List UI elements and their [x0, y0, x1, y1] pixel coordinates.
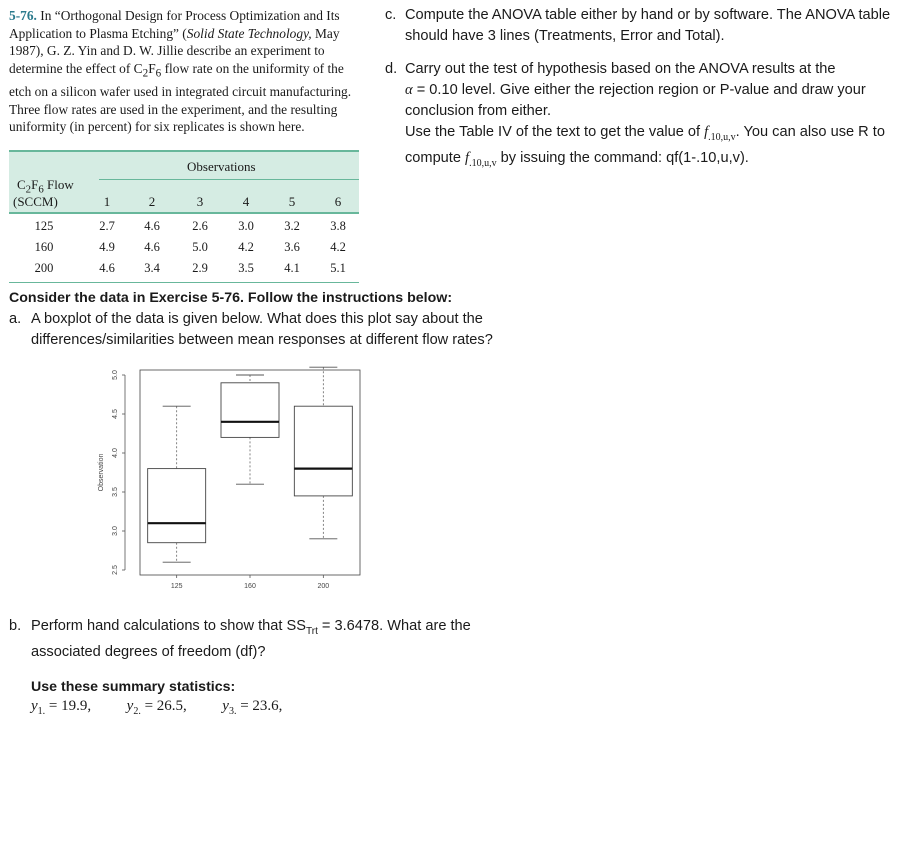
- y-tick-label: 5.0: [112, 370, 119, 380]
- f-sub-2: .10,u,v: [469, 157, 497, 169]
- col-header: 2: [148, 194, 156, 209]
- table-subheader: [9, 177, 359, 214]
- col-header: 5: [288, 194, 296, 209]
- box-group: [148, 406, 206, 590]
- table-cell: 2.6: [192, 219, 208, 233]
- boxplot-groups: [148, 367, 353, 590]
- part-b-sub: Trt: [306, 625, 318, 637]
- flow-unit: (SCCM): [13, 194, 58, 209]
- summary-stats: $y_{1.} = 19.9$, $y_{2.} = 26.5$, $y_{3.} = 23.6$,: [31, 698, 283, 717]
- y-tick-label: 3.0: [112, 526, 119, 536]
- part-a: [9, 309, 539, 351]
- part-d-label: d.: [385, 61, 398, 77]
- summary-y1: 19.9,: [61, 698, 92, 714]
- part-d-line3b: . You can also use R to compute: [405, 124, 885, 166]
- part-b: [9, 616, 539, 663]
- table-cell: 5.1: [330, 261, 346, 275]
- col-header: 1: [103, 194, 111, 209]
- table-cell: 2.9: [192, 261, 208, 275]
- iqr-box: [148, 469, 206, 543]
- f-sub: .10,u,v: [708, 131, 736, 143]
- part-c-text: Compute the ANOVA table either by hand or by software. The ANOVA table should have 3 lines (Treatments, Error and Total).: [405, 7, 891, 44]
- col-header: 3: [196, 194, 204, 209]
- table-cell: 4.6: [99, 261, 115, 275]
- table-row: [9, 219, 359, 240]
- exercise-number: 5-76.: [9, 8, 37, 23]
- data-table: [9, 150, 359, 283]
- part-b-text-1: Perform hand calculations to show that SS: [31, 618, 306, 634]
- table-cell: 4.1: [284, 261, 300, 275]
- exercise-text-a: In “Orthogonal Design for Process Optimization and Its Application to Plasma Etching” (: [9, 8, 340, 41]
- intro-line: Consider the data in Exercise 5-76. Follow the instructions below:: [9, 290, 453, 306]
- table-cell: 3.0: [238, 219, 254, 233]
- table-cell: 3.6: [284, 240, 300, 254]
- table-header: [9, 150, 359, 180]
- part-a-label: a.: [9, 311, 22, 327]
- table-cell: 4.6: [144, 240, 160, 254]
- table-row: [9, 261, 359, 283]
- flow-label: $C_2F_6$ Flow: [17, 177, 74, 196]
- exercise-sub-2: 2: [142, 67, 149, 80]
- boxplot-chart: [95, 360, 370, 595]
- summary-y2: 26.5,: [156, 698, 187, 714]
- part-b-label: b.: [9, 618, 22, 634]
- part-c-label: c.: [385, 7, 397, 23]
- observations-label: Observations: [187, 159, 256, 174]
- table-cell: 5.0: [192, 240, 208, 254]
- table-cell: 3.5: [238, 261, 254, 275]
- y-axis-label: Observation: [98, 453, 105, 492]
- y-tick-label: 2.5: [112, 565, 119, 575]
- exercise-text-c: F: [148, 60, 156, 76]
- iqr-box: [221, 383, 279, 438]
- part-d: d. Carry out the test of hypothesis based on the ANOVA results at the α = 0.10 level. Give either the rejection region or P-value and draw your conclusion from either. Use the Table IV of the text to get the value of $f_{.10,u,v}$. You can also use R to compute $f_{.10,u,v}$ by issuing the command: qf(1-.10,u,v).: [385, 59, 907, 174]
- alpha-symbol: α: [405, 82, 413, 98]
- exercise-text-d: flow rate on the uniformity of the etch on a silicon wafer used in integrated circuit manufacturing. Three flow rates are used in the experiment, and the resulting uniformity (in percent) for six replicates is shown here.: [9, 60, 352, 135]
- table-cell: 3.2: [284, 219, 300, 233]
- table-cell: 3.8: [330, 219, 346, 233]
- y-tick-label: 4.5: [112, 409, 119, 419]
- iqr-box: [294, 406, 352, 496]
- col-header: 6: [334, 194, 342, 209]
- table-cell: 4.2: [238, 240, 254, 254]
- box-group: [221, 375, 279, 590]
- part-b-text-2: = 3.6478. What are the associated degrees of freedom (df)?: [31, 618, 471, 660]
- table-cell: 4.9: [99, 240, 115, 254]
- part-d-alpha-text: = 0.10 level. Give either the rejection region or P-value and draw your conclusion from either.: [405, 82, 866, 119]
- x-tick-label: 125: [170, 583, 183, 590]
- flow-value: 125: [34, 219, 54, 233]
- summary-heading: Use these summary statistics:: [31, 679, 236, 695]
- exercise-text: [9, 7, 361, 136]
- part-d-line1: Carry out the test of hypothesis based on the ANOVA results at the: [405, 61, 836, 77]
- part-a-text: A boxplot of the data is given below. What does this plot say about the differences/similarities between mean responses at different flow rates?: [31, 311, 493, 348]
- journal-name: Solid State Technology,: [186, 25, 312, 41]
- part-d-line3a: Use the Table IV of the text to get the value of: [405, 124, 705, 140]
- flow-value: 160: [34, 240, 54, 254]
- exercise-text-b: May 1987), G. Z. Yin and D. W. Jillie describe an experiment to determine the effect of C: [9, 25, 340, 76]
- flow-value: 200: [34, 261, 54, 275]
- part-c: [385, 5, 905, 47]
- x-tick-label: 160: [244, 583, 256, 590]
- table-cell: 3.4: [144, 261, 160, 275]
- table-cell: 4.2: [330, 240, 346, 254]
- col-header: 4: [242, 194, 250, 209]
- x-tick-label: 200: [317, 583, 330, 590]
- y-tick-label: 4.0: [112, 448, 119, 458]
- summary-y3: 23.6,: [252, 698, 283, 714]
- exercise-sub-6: 6: [155, 67, 162, 80]
- table-cell: 4.6: [144, 219, 160, 233]
- part-d-line3c: by issuing the command: qf(1-.10,u,v).: [496, 149, 749, 166]
- table-cell: 2.7: [99, 219, 115, 233]
- y-tick-label: 3.5: [112, 487, 119, 497]
- table-row: [9, 240, 359, 261]
- box-group: [294, 367, 352, 590]
